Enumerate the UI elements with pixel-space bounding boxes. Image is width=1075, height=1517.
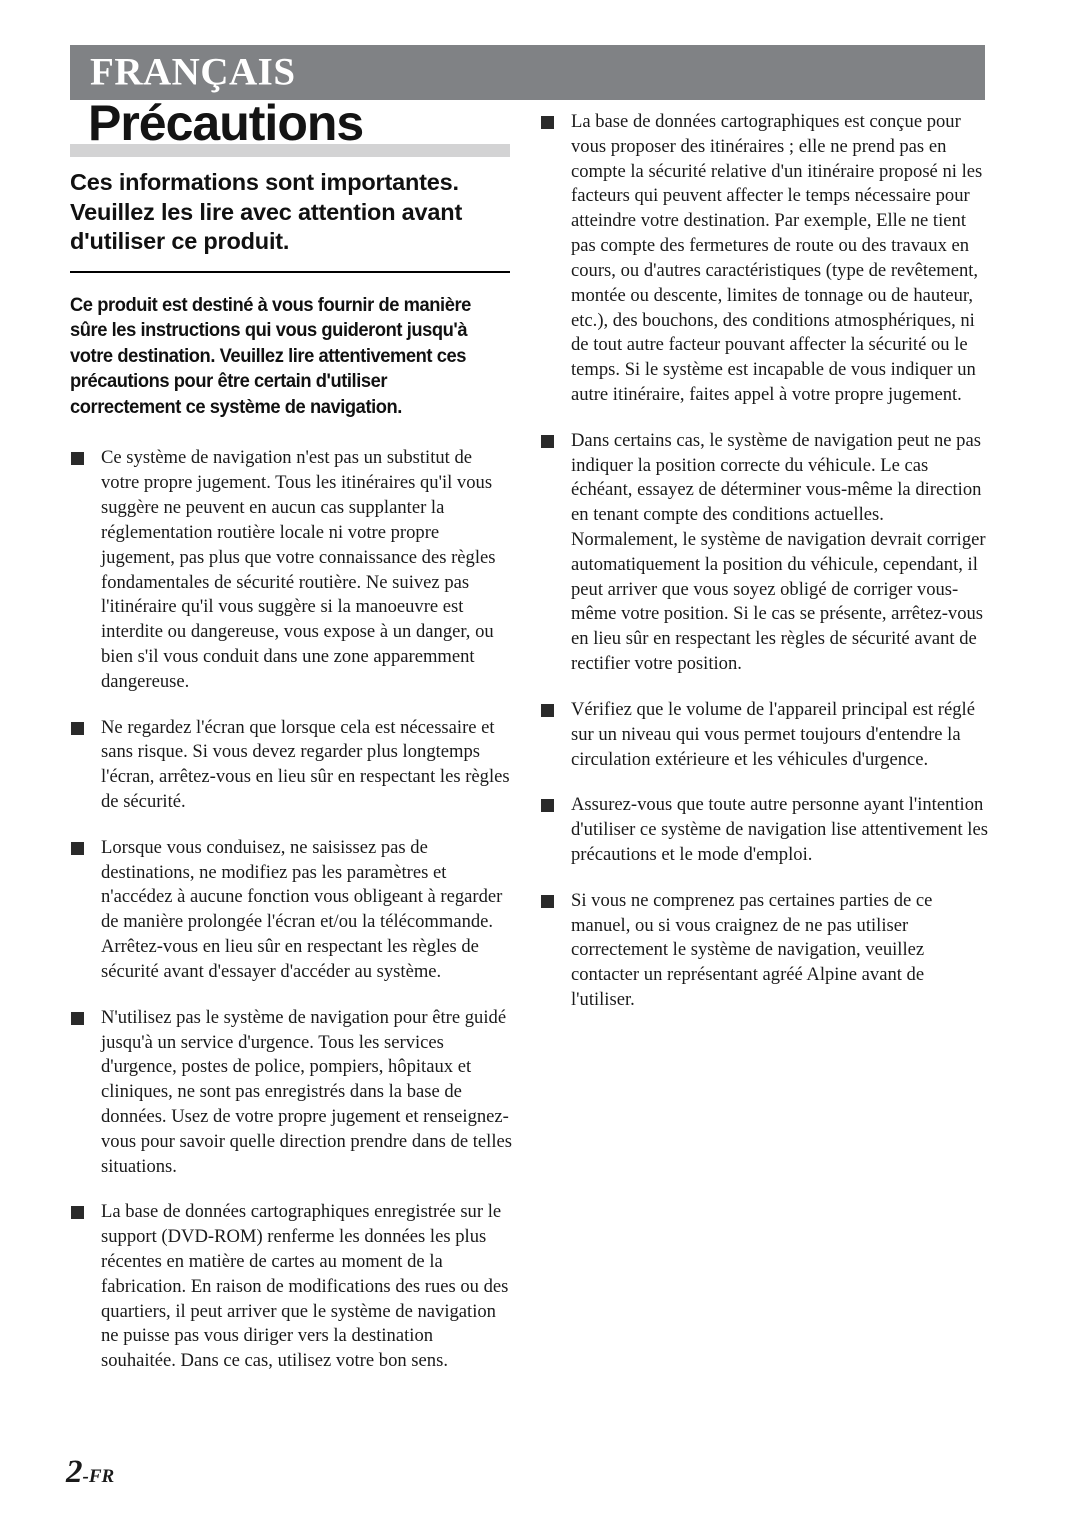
square-bullet-icon: [71, 722, 84, 735]
square-bullet-icon: [541, 435, 554, 448]
list-item: [70, 836, 512, 985]
square-bullet-icon: [71, 1012, 84, 1025]
square-bullet-icon: [71, 842, 84, 855]
left-column: [70, 168, 512, 1374]
list-item-text: N'utilisez pas le système de navigation pour être guidé jusqu'à un service d'urgence. Tous les services d'urgence, postes de police, pompiers, hôpitaux et cliniques, ne sont pas enregistrés dans la base de données. Usez de votre propre jugement et renseignez-vous pour savoir quelle direction prendre dans de telles situations.: [101, 1006, 513, 1177]
list-item-text: Lorsque vous conduisez, ne saisissez pas de destinations, ne modifiez pas les paramètres et n'accédez à aucune fonction vous obligeant à regarder de manière prolongée l'écran et/ou la télécommande. Arrêtez-vous en lieu sûr en respectant les règles de sécurité avant d'essayer d'accéder au système.: [101, 836, 503, 982]
square-bullet-icon: [541, 895, 554, 908]
language-label: FRANÇAIS: [90, 50, 296, 94]
square-bullet-icon: [71, 452, 84, 465]
list-item: [540, 889, 990, 1013]
square-bullet-icon: [541, 799, 554, 812]
list-item-text: La base de données cartographiques enregistrée sur le support (DVD-ROM) renferme les données les plus récentes en matière de cartes au moment de la fabrication. En raison de modifications des rues ou des quartiers, il peut arriver que le système de navigation ne puisse pas vous diriger vers la destination souhaitée. Dans ce cas, utilisez votre bon sens.: [101, 1201, 509, 1372]
left-bullet-list: [70, 446, 512, 1374]
list-item-text: Si vous ne comprenez pas certaines parties de ce manuel, ou si vous craignez de ne pas utiliser correctement le système de navigation, veuillez contacter un représentant agréé Alpine avant de l'utiliser.: [571, 889, 933, 1010]
page-footer: [66, 1456, 114, 1489]
square-bullet-icon: [541, 116, 554, 129]
list-item-text: Ne regardez l'écran que lorsque cela est nécessaire et sans risque. Si vous devez regarder plus longtemps l'écran, arrêtez-vous en lieu sûr en respectant les règles de sécurité.: [101, 716, 510, 813]
page-number-suffix: -FR: [82, 1466, 115, 1487]
intro-paragraph: Ce produit est destiné à vous fournir de manière sûre les instructions qui vous guideront jusqu'à votre destination. Veuillez lire attentivement ces précautions pour être certain d'utiliser correctement ce système de navigation.: [70, 294, 471, 418]
list-item: [540, 698, 990, 772]
list-item-text: Dans certains cas, le système de navigation peut ne pas indiquer la position correcte du véhicule. Le cas échéant, essayez de déterminer vous-même la direction en tenant compte des conditions actuelles. Normalement, le système de navigation devrait corriger automatiquement la position du véhicule, cependant, il peut arriver que vous soyez obligé de corriger vous-même votre position. Si le cas se présente, arrêtez-vous en lieu sûr en respectant les règles de sécurité avant de rectifier votre position.: [571, 429, 986, 675]
lead-heading: Ces informations sont importantes. Veuillez les lire avec attention avant d'utiliser ce produit.: [70, 169, 463, 255]
list-item: [70, 446, 512, 694]
right-column: [540, 110, 990, 1013]
list-item-text: La base de données cartographiques est conçue pour vous proposer des itinéraires ; elle ne prend pas en compte la sécurité relative d'un itinéraire proposé ni les facteurs qui peuvent affecter le temps nécessaire pour atteindre votre destination. Par exemple, Elle ne tient pas compte des fermetures de route ou des travaux en cours, ou d'autres caractéristiques (type de revêtement, montée ou descente, limites de tonnage ou de hauteur, etc.), des bouchons, des conditions atmosphériques, ni de tout autre facteur pouvant affecter la sécurité ou le temps. Si le système est incapable de vous indiquer un autre itinéraire, faites appel à votre propre jugement.: [571, 111, 983, 405]
language-header-bar: [70, 45, 985, 100]
section-divider: [70, 271, 510, 273]
page-number: 2: [66, 1454, 83, 1490]
list-item: [70, 1006, 512, 1180]
list-item: [540, 110, 990, 408]
list-item-text: Vérifiez que le volume de l'appareil principal est réglé sur un niveau qui vous permet toujours d'entendre la circulation extérieure et les véhicules d'urgence.: [571, 698, 975, 770]
list-item-text: Ce système de navigation n'est pas un substitut de votre propre jugement. Tous les itinéraires qu'il vous suggère ne peuvent en aucun cas supplanter la réglementation routière locale ni votre propre jugement, pas plus que votre connaissance des règles fondamentales de sécurité routière. Ne suivez pas l'itinéraire qu'il vous suggère si la manoeuvre est interdite ou dangereuse, vous expose à un danger, ou bien s'il vous conduit dans une zone apparemment dangereuse.: [101, 447, 496, 692]
list-item-text: Assurez-vous que toute autre personne ayant l'intention d'utiliser ce système de navigation lise attentivement les précautions et le mode d'emploi.: [571, 794, 988, 865]
list-item: [540, 793, 990, 867]
list-item: [70, 1200, 512, 1374]
list-item: [540, 429, 990, 677]
list-item: [70, 716, 512, 815]
square-bullet-icon: [541, 704, 554, 717]
page-title: Précautions: [88, 95, 364, 151]
square-bullet-icon: [71, 1206, 84, 1219]
page-title-block: [70, 95, 520, 160]
right-bullet-list: [540, 110, 990, 1013]
